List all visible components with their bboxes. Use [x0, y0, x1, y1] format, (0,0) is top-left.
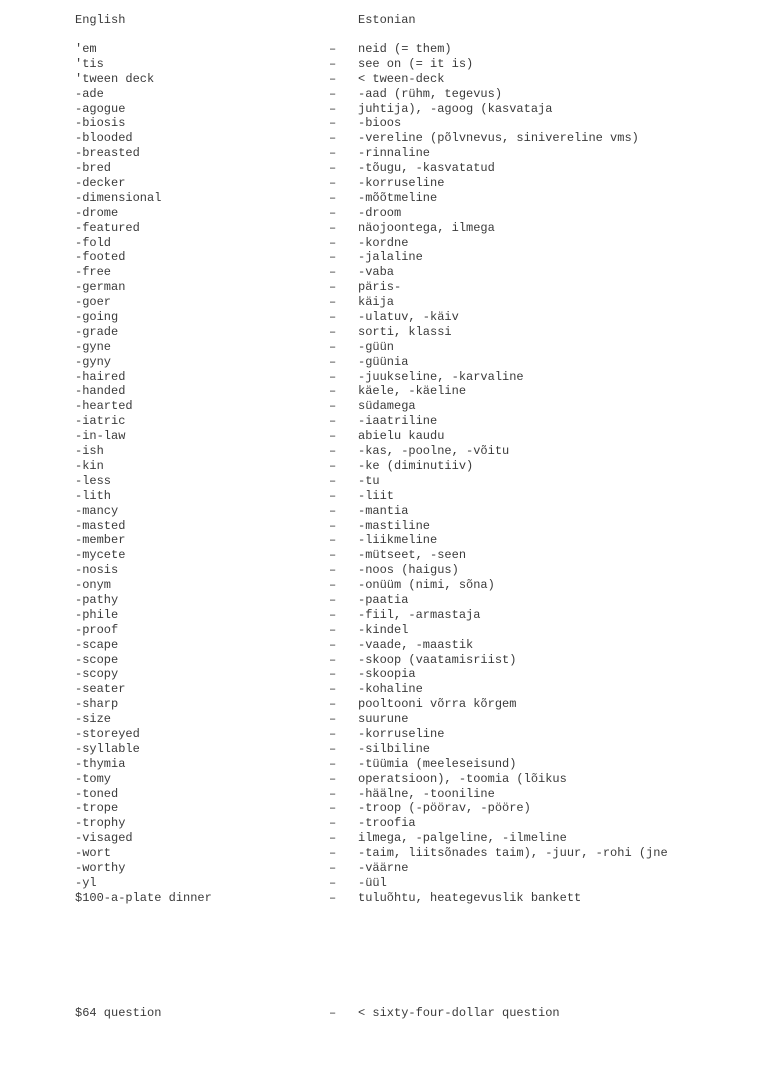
estonian-translation: -iaatriline	[358, 414, 438, 429]
english-term: -mycete	[75, 548, 126, 563]
separator-dash: –	[329, 205, 337, 220]
english-term: -handed	[75, 384, 126, 399]
dictionary-entry	[0, 250, 768, 265]
separator-dash: –	[329, 458, 337, 473]
english-term: $64 question	[75, 1006, 162, 1020]
dictionary-entry	[0, 846, 768, 861]
estonian-translation: -droom	[358, 205, 402, 220]
estonian-translation: -tõugu, -kasvatatud	[358, 161, 495, 176]
dictionary-entry	[0, 712, 768, 727]
dictionary-list	[0, 42, 768, 906]
english-term: -dimensional	[75, 190, 162, 205]
dictionary-entry	[0, 697, 768, 712]
separator-dash: –	[329, 875, 337, 890]
english-term: -grade	[75, 324, 119, 339]
estonian-translation: -kordne	[358, 235, 409, 250]
estonian-translation: pooltooni võrra kõrgem	[358, 697, 517, 712]
column-header-estonian: Estonian	[358, 13, 416, 27]
dictionary-entry	[0, 489, 768, 504]
separator-dash: –	[329, 726, 337, 741]
separator-dash: –	[329, 816, 337, 831]
estonian-translation: -kas, -poolne, -võitu	[358, 444, 510, 459]
english-term: -pathy	[75, 592, 119, 607]
english-term: -size	[75, 712, 112, 727]
english-term: -hearted	[75, 399, 133, 414]
dictionary-entry	[0, 116, 768, 131]
english-term: -biosis	[75, 116, 126, 131]
english-term: 'tis	[75, 56, 104, 71]
estonian-translation: -tu	[358, 473, 380, 488]
dictionary-entry	[0, 787, 768, 802]
separator-dash: –	[329, 682, 337, 697]
estonian-translation: -liikmeline	[358, 533, 438, 548]
separator-dash: –	[329, 250, 337, 265]
dictionary-entry	[0, 548, 768, 563]
estonian-translation: see on (= it is)	[358, 56, 474, 71]
english-term: $100-a-plate dinner	[75, 890, 212, 905]
separator-dash: –	[329, 890, 337, 905]
estonian-translation: -väärne	[358, 860, 409, 875]
separator-dash: –	[329, 101, 337, 116]
estonian-translation: päris-	[358, 280, 402, 295]
estonian-translation: -üül	[358, 875, 387, 890]
english-term: -tomy	[75, 771, 112, 786]
estonian-translation: abielu kaudu	[358, 429, 445, 444]
separator-dash: –	[329, 503, 337, 518]
separator-dash: –	[329, 831, 337, 846]
separator-dash: –	[329, 429, 337, 444]
english-term: -kin	[75, 458, 104, 473]
english-term: -scape	[75, 637, 119, 652]
separator-dash: –	[329, 42, 337, 56]
separator-dash: –	[329, 414, 337, 429]
dictionary-entry	[0, 414, 768, 429]
separator-dash: –	[329, 86, 337, 101]
estonian-translation: käele, -käeline	[358, 384, 467, 399]
dictionary-entry	[0, 504, 768, 519]
english-term: -proof	[75, 622, 119, 637]
separator-dash: –	[329, 235, 337, 250]
english-term: -fold	[75, 235, 112, 250]
dictionary-entry	[0, 176, 768, 191]
separator-dash: –	[329, 354, 337, 369]
english-term: -trope	[75, 801, 119, 816]
estonian-translation: -korruseline	[358, 176, 445, 191]
dictionary-entry	[0, 757, 768, 772]
estonian-translation: -vaade, -maastik	[358, 637, 474, 652]
dictionary-entry	[0, 295, 768, 310]
separator-dash: –	[329, 697, 337, 712]
dictionary-entry	[0, 444, 768, 459]
estonian-translation: -liit	[358, 488, 395, 503]
dictionary-entry	[0, 340, 768, 355]
dictionary-entry	[0, 102, 768, 117]
separator-dash: –	[329, 756, 337, 771]
dictionary-entry	[0, 638, 768, 653]
english-term: -footed	[75, 250, 126, 265]
separator-dash: –	[329, 637, 337, 652]
estonian-translation: -mütseet, -seen	[358, 548, 467, 563]
dictionary-entry	[0, 593, 768, 608]
estonian-translation: -häälne, -tooniline	[358, 786, 495, 801]
dictionary-entry	[0, 280, 768, 295]
dictionary-entry	[0, 608, 768, 623]
english-term: -scopy	[75, 667, 119, 682]
dictionary-entry	[0, 519, 768, 534]
estonian-translation: -kindel	[358, 622, 409, 637]
english-term: -nosis	[75, 563, 119, 578]
separator-dash: –	[329, 667, 337, 682]
estonian-translation: -paatia	[358, 592, 409, 607]
english-term: 'tween deck	[75, 71, 155, 86]
english-term: -agogue	[75, 101, 126, 116]
estonian-translation: -troofia	[358, 816, 416, 831]
dictionary-entry	[0, 891, 768, 906]
separator-dash: –	[329, 801, 337, 816]
separator-dash: –	[329, 786, 337, 801]
english-term: -storeyed	[75, 726, 140, 741]
estonian-translation: -jalaline	[358, 250, 423, 265]
english-term: -seater	[75, 682, 126, 697]
dictionary-entry	[0, 310, 768, 325]
separator-dash: –	[329, 324, 337, 339]
separator-dash: –	[329, 190, 337, 205]
estonian-translation: -onüüm (nimi, sõna)	[358, 578, 495, 593]
english-term: -in-law	[75, 429, 126, 444]
dictionary-entry	[0, 399, 768, 414]
dictionary-entry	[0, 772, 768, 787]
estonian-translation: -fiil, -armastaja	[358, 607, 481, 622]
english-term: -yl	[75, 875, 97, 890]
dictionary-entry	[0, 236, 768, 251]
dictionary-entry	[0, 191, 768, 206]
english-term: -less	[75, 473, 112, 488]
separator-dash: –	[329, 280, 337, 295]
column-header-english: English	[75, 13, 126, 27]
english-term: -breasted	[75, 146, 140, 161]
dictionary-entry	[0, 653, 768, 668]
english-term: -lith	[75, 488, 112, 503]
dictionary-entry	[0, 727, 768, 742]
estonian-translation: -bioos	[358, 116, 402, 131]
separator-dash: –	[329, 399, 337, 414]
estonian-translation: -troop (-pöörav, -pööre)	[358, 801, 531, 816]
separator-dash: –	[329, 652, 337, 667]
english-term: -toned	[75, 786, 119, 801]
separator-dash: –	[329, 146, 337, 161]
estonian-translation: < sixty-four-dollar question	[358, 1006, 560, 1020]
english-term: -featured	[75, 220, 140, 235]
estonian-translation: -noos (haigus)	[358, 563, 459, 578]
dictionary-entry	[0, 742, 768, 757]
separator-dash: –	[329, 310, 337, 325]
separator-dash: –	[329, 295, 337, 310]
english-term: -free	[75, 265, 112, 280]
separator-dash: –	[329, 548, 337, 563]
estonian-translation: neid (= them)	[358, 42, 452, 56]
dictionary-entry	[0, 801, 768, 816]
estonian-translation: suurune	[358, 712, 409, 727]
estonian-translation: -kohaline	[358, 682, 423, 697]
estonian-translation: -aad (rühm, tegevus)	[358, 86, 503, 101]
estonian-translation: -ke (diminutiiv)	[358, 458, 474, 473]
english-term: -german	[75, 280, 126, 295]
dictionary-entry	[0, 206, 768, 221]
separator-dash: –	[329, 488, 337, 503]
dictionary-entry	[0, 325, 768, 340]
english-term: -gyny	[75, 354, 112, 369]
english-term: -member	[75, 533, 126, 548]
dictionary-entry	[0, 459, 768, 474]
dictionary-entry	[0, 667, 768, 682]
estonian-translation: -korruseline	[358, 726, 445, 741]
english-term: -scope	[75, 652, 119, 667]
dictionary-entry	[0, 265, 768, 280]
estonian-translation: -skoop (vaatamisriist)	[358, 652, 517, 667]
separator-dash: –	[329, 71, 337, 86]
english-term: -trophy	[75, 816, 126, 831]
estonian-translation: südamega	[358, 399, 416, 414]
english-term: -haired	[75, 369, 126, 384]
separator-dash: –	[329, 518, 337, 533]
english-term: -mancy	[75, 503, 119, 518]
dictionary-entry	[0, 146, 768, 161]
dictionary-entry	[0, 221, 768, 236]
english-term: -gyne	[75, 339, 112, 354]
dictionary-entry	[0, 429, 768, 444]
estonian-translation: < tween-deck	[358, 71, 445, 86]
dictionary-entry	[0, 355, 768, 370]
dictionary-entry	[0, 57, 768, 72]
estonian-translation: käija	[358, 295, 395, 310]
separator-dash: –	[329, 161, 337, 176]
dictionary-entry	[0, 831, 768, 846]
estonian-translation: ilmega, -palgeline, -ilmeline	[358, 831, 567, 846]
estonian-translation: -rinnaline	[358, 146, 431, 161]
english-term: -ish	[75, 444, 104, 459]
estonian-translation: -ulatuv, -käiv	[358, 310, 459, 325]
english-term: -ade	[75, 86, 104, 101]
dictionary-entry	[0, 563, 768, 578]
english-term: -worthy	[75, 860, 126, 875]
dictionary-entry	[0, 876, 768, 891]
dictionary-entry	[0, 42, 768, 57]
dictionary-entry	[0, 131, 768, 146]
estonian-translation: -taim, liitsõnades taim), -juur, -rohi (jne	[358, 846, 668, 861]
english-term: -goer	[75, 295, 112, 310]
english-term: -phile	[75, 607, 119, 622]
dictionary-entry	[0, 578, 768, 593]
dictionary-entry	[0, 161, 768, 176]
dictionary-entry	[0, 72, 768, 87]
separator-dash: –	[329, 116, 337, 131]
estonian-translation: -vereline (põlvnevus, sinivereline vms)	[358, 131, 639, 146]
separator-dash: –	[329, 607, 337, 622]
separator-dash: –	[329, 265, 337, 280]
english-term: -going	[75, 310, 119, 325]
separator-dash: –	[329, 578, 337, 593]
dictionary-entry	[0, 384, 768, 399]
separator-dash: –	[329, 563, 337, 578]
separator-dash: –	[329, 622, 337, 637]
estonian-translation: -vaba	[358, 265, 395, 280]
separator-dash: –	[329, 592, 337, 607]
separator-dash: –	[329, 846, 337, 861]
dictionary-entry	[0, 861, 768, 876]
estonian-translation: juhtija), -agoog (kasvataja	[358, 101, 553, 116]
english-term: -iatric	[75, 414, 126, 429]
separator-dash: –	[329, 220, 337, 235]
separator-dash: –	[329, 369, 337, 384]
dictionary-entry	[0, 623, 768, 638]
english-term: -masted	[75, 518, 126, 533]
dictionary-entry	[0, 370, 768, 385]
english-term: -sharp	[75, 697, 119, 712]
english-term: -visaged	[75, 831, 133, 846]
english-term: -wort	[75, 846, 112, 861]
separator-dash: –	[329, 339, 337, 354]
separator-dash: –	[329, 56, 337, 71]
separator-dash: –	[329, 860, 337, 875]
dictionary-entry	[0, 816, 768, 831]
english-term: 'em	[75, 42, 97, 56]
estonian-translation: -mantia	[358, 503, 409, 518]
estonian-translation: -güün	[358, 339, 395, 354]
english-term: -bred	[75, 161, 112, 176]
estonian-translation: -silbiline	[358, 741, 431, 756]
separator-dash: –	[329, 741, 337, 756]
english-term: -decker	[75, 176, 126, 191]
english-term: -drome	[75, 205, 119, 220]
estonian-translation: sorti, klassi	[358, 324, 452, 339]
estonian-translation: -mõõtmeline	[358, 190, 438, 205]
dictionary-entry	[0, 682, 768, 697]
estonian-translation: tuluõhtu, heategevuslik bankett	[358, 890, 582, 905]
estonian-translation: näojoontega, ilmega	[358, 220, 495, 235]
dictionary-entry	[0, 87, 768, 102]
separator-dash: –	[329, 712, 337, 727]
dictionary-entry	[0, 474, 768, 489]
dictionary-entry	[0, 533, 768, 548]
dictionary-entry-footer	[0, 1006, 768, 1021]
separator-dash: –	[329, 384, 337, 399]
estonian-translation: -güünia	[358, 354, 409, 369]
separator-dash: –	[329, 176, 337, 191]
separator-dash: –	[329, 771, 337, 786]
separator-dash: –	[329, 444, 337, 459]
separator-dash: –	[329, 131, 337, 146]
estonian-translation: -mastiline	[358, 518, 431, 533]
estonian-translation: -juukseline, -karvaline	[358, 369, 524, 384]
separator-dash: –	[329, 533, 337, 548]
english-term: -blooded	[75, 131, 133, 146]
estonian-translation: -skoopia	[358, 667, 416, 682]
english-term: -onym	[75, 578, 112, 593]
separator-dash: –	[329, 1006, 337, 1020]
separator-dash: –	[329, 473, 337, 488]
estonian-translation: operatsioon), -toomia (lõikus	[358, 771, 567, 786]
estonian-translation: -tüümia (meeleseisund)	[358, 756, 517, 771]
english-term: -syllable	[75, 741, 140, 756]
english-term: -thymia	[75, 756, 126, 771]
